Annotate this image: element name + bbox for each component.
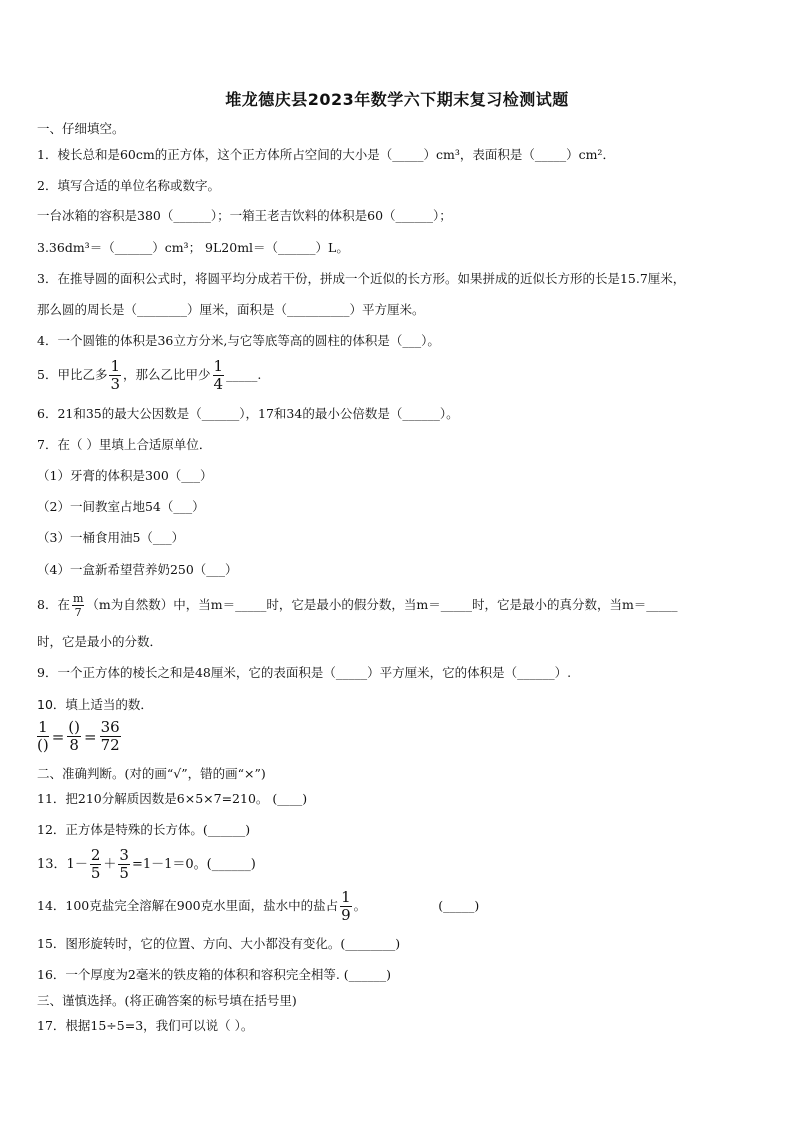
question-2: 2．填写合适的单位名称或数字。 — [37, 178, 220, 193]
question-7: 7．在（ ）里填上合适原单位． — [37, 437, 212, 452]
question-11: 11．把210分解质因数是6×5×7=210。 (____) — [37, 791, 308, 806]
fraction-numerator: 36 — [100, 718, 120, 736]
question-2-line-b: 3.36dm³＝（______）cm³； 9L20ml＝（______）L。 — [37, 240, 349, 255]
fraction-numerator: 3 — [119, 846, 129, 864]
fraction-numerator: 1 — [341, 888, 351, 906]
fraction-36-over-72 — [100, 720, 121, 753]
fraction-numerator: () — [68, 718, 81, 736]
page-title: 堆龙德庆县2023年数学六下期末复习检测试题 — [225, 90, 569, 109]
fraction-one-fourth — [213, 359, 225, 392]
question-3-line-b: 那么圆的周长是（________）厘米，面积是（__________）平方厘米。 — [37, 302, 425, 317]
question-10-equation — [37, 720, 123, 753]
question-12: 12．正方体是特殊的长方体。(______) — [37, 822, 251, 837]
question-9: 9．一个正方体的棱长之和是48厘米，它的表面积是（_____）平方厘米，它的体积是（______）. — [37, 665, 572, 680]
section-heading-three: 三、谨慎选择。(将正确答案的标号填在括号里) — [37, 993, 297, 1008]
fraction-blank-over-8 — [67, 720, 81, 753]
fraction-denominator: 3 — [110, 375, 120, 393]
fraction-one-third — [109, 359, 121, 392]
question-8-text-pre: 8．在 — [37, 597, 70, 612]
question-2-line-a: 一台冰箱的容积是380（______）；一箱王老吉饮料的体积是60（______）； — [37, 208, 452, 223]
question-17: 17．根据15÷5=3，我们可以说（ ）。 — [37, 1018, 254, 1033]
fraction-denominator: 7 — [74, 606, 82, 619]
fraction-m-over-7 — [72, 593, 84, 618]
fraction-1-over-blank — [37, 720, 49, 753]
equals-sign: = — [84, 727, 97, 746]
fraction-numerator: m — [72, 592, 84, 605]
question-3-line-a: 3．在推导圆的面积公式时，将圆平均分成若干份，拼成一个近似的长方形。如果拼成的近似长方形的长是15.7厘米， — [37, 271, 686, 286]
fraction-denominator: 5 — [90, 864, 101, 882]
question-7-item-3: （3）一桶食用油5（___） — [37, 530, 185, 545]
question-5-text-mid: ，那么乙比甲少 — [123, 367, 211, 382]
question-4: 4．一个圆锥的体积是36立方分米,与它等底等高的圆柱的体积是（___）。 — [37, 333, 440, 348]
fraction-denominator: 4 — [213, 375, 224, 393]
section-heading-two: 二、准确判断。(对的画“√”，错的画“×”) — [37, 766, 266, 781]
fraction-numerator: 2 — [90, 846, 101, 864]
plus-sign: ＋ — [103, 857, 117, 872]
section-heading-one: 一、仔细填空。 — [37, 121, 125, 136]
question-7-item-1: （1）牙膏的体积是300（___） — [37, 468, 213, 483]
fraction-denominator: 5 — [119, 864, 129, 882]
question-5 — [37, 358, 261, 392]
question-13-text-pre: 13．1－ — [37, 857, 88, 872]
fraction-denominator: 8 — [69, 736, 79, 754]
fraction-numerator: 1 — [38, 718, 48, 736]
question-10: 10．填上适当的数． — [37, 697, 153, 712]
question-8-text-post: （m为自然数）中，当m＝_____时，它是最小的假分数，当m＝_____时，它是最小的真分数，当m＝_____ — [86, 597, 678, 612]
question-15: 15．图形旋转时，它的位置、方向、大小都没有变化。(________) — [37, 936, 401, 951]
question-14-answer-blank: (_____) — [438, 898, 480, 913]
question-8 — [37, 590, 678, 620]
question-13-text-post: =1－1＝0。(______) — [131, 857, 256, 872]
question-13 — [37, 845, 256, 885]
equals-sign: = — [51, 727, 65, 746]
question-7-item-2: （2）一间教室占地54（___） — [37, 499, 205, 514]
fraction-numerator: 1 — [213, 357, 224, 375]
question-5-text-post: _____. — [226, 367, 262, 382]
fraction-numerator: 1 — [110, 357, 120, 375]
question-14 — [37, 886, 479, 926]
fraction-one-ninth — [340, 890, 352, 923]
question-7-item-4: （4）一盒新希望营养奶250（___） — [37, 562, 238, 577]
question-8-continuation: 时，它是最小的分数． — [37, 634, 163, 649]
fraction-denominator: () — [37, 736, 49, 754]
question-14-text-post: 。 — [353, 898, 367, 913]
question-14-text-pre: 14．100克盐完全溶解在900克水里面，盐水中的盐占 — [37, 898, 339, 913]
fraction-denominator: 72 — [100, 736, 120, 754]
fraction-two-fifths — [90, 848, 102, 881]
question-6: 6．21和35的最大公因数是（______），17和34的最小公倍数是（______）。 — [37, 406, 459, 421]
question-16: 16．一个厚度为2毫米的铁皮箱的体积和容积完全相等. (______) — [37, 967, 392, 982]
fraction-three-fifths — [118, 848, 130, 881]
question-5-text-pre: 5．甲比乙多 — [37, 367, 108, 382]
fraction-denominator: 9 — [341, 906, 351, 924]
question-1: 1．棱长总和是60cm的正方体，这个正方体所占空间的大小是（_____）cm³，表面积是（_____）cm²． — [37, 147, 615, 162]
